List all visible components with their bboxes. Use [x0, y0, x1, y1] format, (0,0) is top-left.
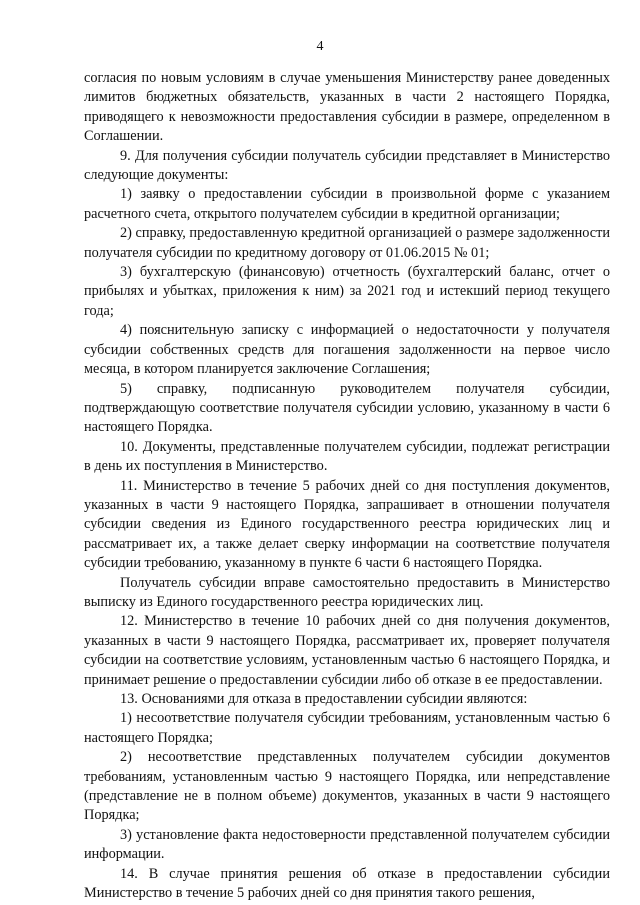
list-item-9-1: 1) заявку о предоставлении субсидии в произвольной форме с указанием расчетного счета, открытого получателем субсидии в кредитной организации; [84, 186, 610, 222]
page-number: 4 [316, 39, 324, 54]
paragraph-item-14: 14. В случае принятия решения об отказе в предоставлении субсидии Министерство в течение 5 рабочих дней со дня принятия такого решения, [84, 865, 610, 902]
list-item-9-5: 5) справку, подписанную руководителем получателя субсидии, подтверждающую соответствие получателя субсидии условию, указанному в части 6 настоящего Порядка. [84, 380, 610, 436]
list-item-9-2: 2) справку, предоставленную кредитной организацией о размере задолженности получателя субсидии по кредитному договору от 01.06.2015 № 01; [84, 225, 610, 261]
paragraph-item-11: 11. Министерство в течение 5 рабочих дней со дня поступления документов, указанных в части 9 настоящего Порядка, запрашивает в отношении получателя субсидии сведения из Единого государственного реестра юридических лиц и рассматривает их, а также делает сверку информации на соответствие получателя субсидии требованию, указанному в пункте 6 части 6 настоящего Порядка. [84, 477, 610, 572]
list-item-9-3: 3) бухгалтерскую (финансовую) отчетность (бухгалтерский баланс, отчет о прибылях и убытках, приложения к ним) за 2021 год и истекший период текущего года; [84, 264, 610, 319]
list-item-13-1: 1) несоответствие получателя субсидии требованиям, установленным частью 6 настоящего Порядка; [84, 710, 610, 746]
list-item-13-3: 3) установление факта недостоверности представленной получателем субсидии информации. [84, 826, 610, 863]
paragraph-continuation: согласия по новым условиям в случае уменьшения Министерству ранее доведенных лимитов бюджетных обязательств, указанных в части 2 настоящего Порядка, приводящего к невозможности предоставления субсидии в размере, определенном в Соглашении. [84, 70, 610, 145]
paragraph-item-11-note: Получатель субсидии вправе самостоятельно предоставить в Министерство выписку из Единого государственного реестра юридических лиц. [84, 574, 610, 610]
paragraph-item-10: 10. Документы, представленные получателем субсидии, подлежат регистрации в день их поступления в Министерство. [84, 438, 610, 475]
paragraph-item-12: 12. Министерство в течение 10 рабочих дней со дня получения документов, указанных в части 9 настоящего Порядка, рассматривает их, проверяет получателя субсидии на соответствие условиям, установленным частью 6 настоящего Порядка, и принимает решение о предоставлении субсидии либо об отказе в ее предоставлении. [84, 613, 610, 688]
list-item-13-2: 2) несоответствие представленных получателем субсидии документов требованиям, установленным частью 9 настоящего Порядка, или непредставление (представление не в полном объеме) документов, указанных в части 9 настоящего Порядка; [84, 749, 610, 824]
paragraph-item-9: 9. Для получения субсидии получатель субсидии представляет в Министерство следующие документы: [84, 147, 610, 184]
list-item-9-4: 4) пояснительную записку с информацией о недостаточности у получателя субсидии собственных средств для погашения задолженности на первое число месяца, в котором планируется заключение Соглашения; [84, 322, 610, 378]
paragraph-item-13: 13. Основаниями для отказа в предоставлении субсидии являются: [120, 691, 528, 707]
document-body [84, 69, 610, 903]
